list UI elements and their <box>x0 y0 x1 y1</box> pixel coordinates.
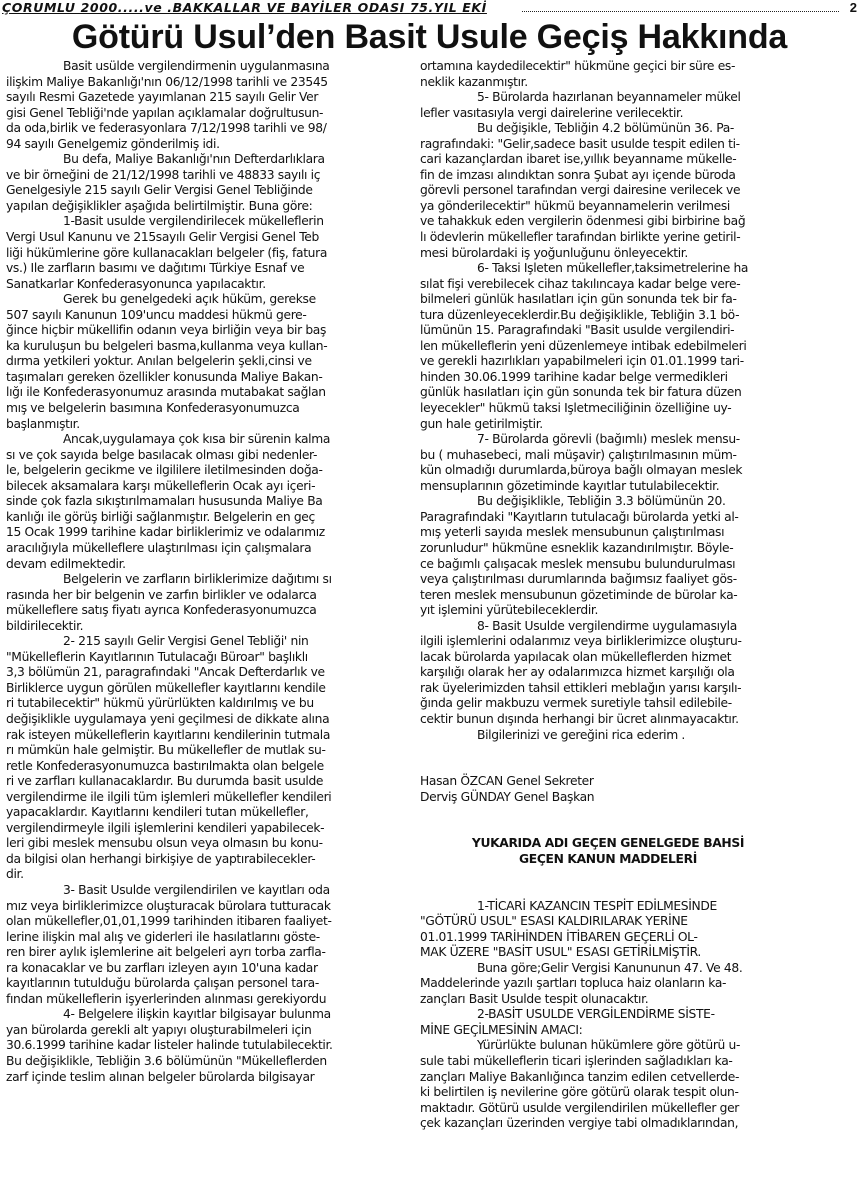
text-line: ren birer aylık işlemlerine ait belgeleri ayrı torba zarfla- <box>6 945 326 960</box>
text-line: Birliklerce uygun görülen mükellefler kayıtlarını kendile <box>6 680 326 695</box>
text-line: da oda,birlik ve federasyonlara 7/12/1998 tarihli ve 98/ <box>6 121 327 136</box>
right-column <box>420 59 796 1132</box>
text-line: lığı ile Konfederasyonumuz arasında mutabakat sağlan <box>6 385 326 400</box>
text-line: ya gönderilecektir" hükmü beyannamelerin verilmesi <box>420 198 730 213</box>
text-line: 507 sayılı Kanunun 109'uncu maddesi hükmü gere- <box>6 307 307 322</box>
text-line: MİNE GEÇİLMESİNİN AMACI: <box>420 1022 583 1037</box>
text-line: mensuplarının gözetiminde kayıtlar tutulabilecektir. <box>420 478 720 493</box>
text-line: sayılı Resmi Gazetede yayımlanan 215 sayılı Gelir Ver <box>6 90 319 105</box>
text-line: olan mükellefler,01,01,1999 tarihinden itibaren faaliyet- <box>6 914 332 929</box>
text-line: Basit usülde vergilendirmenin uygulanmasına <box>63 59 330 73</box>
running-header-title: ÇORUMLU 2000.....ve .BAKKALLAR VE BAYİLER ODASI 75.YIL EKİ <box>2 0 487 15</box>
text-line: ilgili işlemlerini odalarımız veya birliklerimizce oluşturu- <box>420 634 742 649</box>
text-line: ğında gelir makbuzu vermek suretiyle tahsil edilebile- <box>420 696 732 711</box>
text-line: rı mümkün hale gelmiştir. Bu mükellefler de mutlak su- <box>6 743 326 758</box>
text-line: değişiklikle uygulamaya yeni geçilmesi de dikkate alına <box>6 711 330 726</box>
text-line: devam edilmektedir. <box>6 556 126 571</box>
text-line: ve bir örneğini de 21/12/1998 tarihli ve 48833 sayılı iç <box>6 167 321 182</box>
text-line: sinde çok fazla sıkıştırılmamaları hususunda Maliye Ba <box>6 494 323 509</box>
text-line: 7- Bürolarda görevli (bağımlı) meslek mensu- <box>477 432 740 447</box>
text-line: karşılığı olarak her ay odalarımızca hizmet karşılığı ola <box>420 665 735 680</box>
text-line: lümünün 15. Paragrafındaki "Basit usulde vergilendiri- <box>420 323 735 338</box>
text-line: 30.6.1999 tarihine kadar listeler halinde tutulabilecektir. <box>6 1038 333 1053</box>
text-line: leri gibi meslek mensubu olsun veya olmasın bu konu- <box>6 836 323 851</box>
text-line: zorunludur" hükmüne esneklik kazandırılmıştır. Böyle- <box>420 540 734 555</box>
text-line: 3- Basit Usulde vergilendirilen ve kayıtları oda <box>63 882 330 897</box>
text-line: cari kazançlardan ibaret ise,yıllık beyanname mükelle- <box>420 152 737 167</box>
text-line: 01.01.1999 TARİHİNDEN İTİBAREN GEÇERLİ OL- <box>420 929 698 944</box>
text-line: mış yeterli sayıda meslek mensubunun çalıştırılması <box>420 525 725 540</box>
text-line: rak üyelerimizden tahsil ettikleri meblağın yarısı karşılı- <box>420 680 742 695</box>
text-line: Ancak,uygulamaya çok kısa bir sürenin kalma <box>63 432 331 447</box>
text-line: ortamına kaydedilecektir" hükmüne geçici bir süre es- <box>420 59 736 73</box>
text-line: rasında her bir belgenin ve zarfın birlikler ve odalarca <box>6 587 317 602</box>
header-dotted-leader <box>522 11 839 12</box>
text-line <box>420 759 796 775</box>
text-line: teren meslek mensubunun gözetiminde de bürolar ka- <box>420 587 738 602</box>
text-line: ra konacaklar ve bu zarfları izleyen ayın 10'una kadar <box>6 960 318 975</box>
text-line: 2-BASİT USULDE VERGİLENDİRME SİSTE- <box>477 1007 715 1022</box>
page-number: 2 <box>849 0 857 15</box>
text-line: 6- Taksi Işleten mükellefler,taksimetrelerine ha <box>477 261 749 276</box>
text-line: lefler vasıtasıyla vergi dairelerine verilecektir. <box>420 105 684 120</box>
text-line: vergilendirme ile ilgili tüm işlemleri mükellefler kendileri <box>6 789 332 804</box>
text-line: yapılan değişiklikler aşağıda belirtilmiştir. Buna göre: <box>6 198 313 213</box>
text-line: mesi bürolardaki iş yoğunluğunu önleyecektir. <box>420 245 688 260</box>
text-line: bilmeleri günlük hasılatları için gün sonunda tek bir fa- <box>420 292 737 307</box>
text-line: 2- 215 sayılı Gelir Vergisi Genel Tebliği' nin <box>63 634 309 649</box>
left-column <box>6 59 401 1085</box>
text-line: ri ve zarfları kullanacaklardır. Bu durumda basit usulde <box>6 774 324 789</box>
text-line: 1-TİCARİ KAZANCIN TESPİT EDİLMESİNDE <box>477 898 717 913</box>
text-line: vs.) Ile zarfların basımı ve dağıtımı Türkiye Esnaf ve <box>6 261 305 276</box>
text-line: ce bağımlı çalışacak meslek mensubu bulundurulması <box>420 556 736 571</box>
text-line: Gerek bu genelgedeki açık hüküm, gerekse <box>63 292 316 307</box>
text-line: Maddelerinde yazılı şartları topluca haiz olanların ka- <box>420 976 727 991</box>
text-line: 3,3 bölümün 21, paragrafındaki "Ancak Defterdarlık ve <box>6 665 325 680</box>
text-line: ri tutabilecektir" hükmü yürürlükten kaldırılmış ve bu <box>6 696 314 711</box>
text-line: Bu değişiklikle, Tebliğin 3.6 bölümünün "Mükelleflerden <box>6 1054 327 1068</box>
text-line <box>420 821 796 837</box>
text-line: ilişkim Maliye Bakanlığı'nın 06/12/1998 tarihli ve 23545 <box>6 74 328 89</box>
text-line: kayıtlarının tutulduğu bürolarda çalışan personel tara- <box>6 976 319 991</box>
text-line: rak isteyen mükelleflerin kayıtlarını kendilerinin tutmala <box>6 727 331 742</box>
text-line: aracılığıyla mükelleflere ulaştırılması için çalışmalara <box>6 540 312 555</box>
text-line: 4- Belgelere ilişkin kayıtlar bilgisayar bulunma <box>63 1007 331 1022</box>
text-line: 5- Bürolarda hazırlanan beyannameler mükel <box>477 90 741 105</box>
text-line: Yürürlükte bulunan hükümlere göre götürü u- <box>477 1038 741 1053</box>
text-line: görevli personel tarafından vergi dairesine verilecek ve <box>420 183 741 198</box>
text-line: 15 Ocak 1999 tarihine kadar birliklerimiz ve odalarımız <box>6 525 325 540</box>
text-line: fin de imzası alındıktan sonra Şubat ayı içende büroda <box>420 167 736 182</box>
text-line: veya çalıştırılması durumlarında bağımsız faaliyet gös- <box>420 572 737 587</box>
text-line: Bu değişiklikle, Tebliğin 3.3 bölümünün 20. <box>477 494 726 509</box>
text-line: zarf içinde teslim alınan belgeler bürolarda bilgisayar <box>6 1069 315 1084</box>
text-line: Paragrafındaki "Kayıtların tutulacağı bürolarda yetki al- <box>420 509 739 524</box>
text-line <box>420 883 796 899</box>
text-line <box>420 867 796 883</box>
text-line: vergilendirmeyle ilgili işlemlerini kendileri yapabilecek- <box>6 820 325 835</box>
text-line: zançları Maliye Bakanlığınca tanzim edilen cetvellerde- <box>420 1069 740 1084</box>
text-line: ve tahakkuk eden vergilerin ödenmesi gibi birbirine bağ <box>420 214 746 229</box>
text-line: bu ( muhasebeci, mali müşavir) çalıştırılmasının müm- <box>420 447 737 462</box>
text-line: MAK ÜZERE "BASİT USUL" ESASI GETİRİLMİŞTİR. <box>420 945 701 960</box>
text-line: maktadır. Götürü usulde vergilendirilen mükellefler ger <box>420 1100 740 1115</box>
text-line: 1-Basit usulde vergilendirilecek mükelleflerin <box>63 214 324 229</box>
text-line: len mükelleflerin yeni düzenlemeye intibak edebilmeleri <box>420 338 747 353</box>
text-line: GEÇEN KANUN MADDELERİ <box>519 851 697 866</box>
text-line: kün olmadığı durumlarda,büroya bağlı olmayan meslek <box>420 463 743 478</box>
text-line: kanlığı ile görüş birliği sağlanmıştır. Belgelerin en geç <box>6 509 315 524</box>
text-line: Buna göre;Gelir Vergisi Kanununun 47. Ve 48. <box>477 960 743 975</box>
text-line: ğince hiçbir mükellifin odanın veya birliğin veya bir baş <box>6 323 327 338</box>
text-line: dırma yetkileri yoktur. Anılan belgelerin şekli,cinsi ve <box>6 354 312 369</box>
text-line: taşımaları gereken özellikler konusunda Maliye Bakan- <box>6 369 323 384</box>
text-line <box>420 805 796 821</box>
text-line: ve gerekli hazırlıkları yapabilmeleri için 01.01.1999 tari- <box>420 354 744 369</box>
text-line: Vergi Usul Kanunu ve 215sayılı Gelir Vergisi Genel Teb <box>6 230 319 245</box>
text-line: tura düzenleyeceklerdir.Bu değişiklikle, Tebliğin 3.1 bö- <box>420 307 740 322</box>
text-line: neklik kazanmıştır. <box>420 74 528 89</box>
text-line: 8- Basit Usulde vergilendirme uygulamasıyla <box>477 618 737 633</box>
text-line: cektir bunun dışında herhangi bir ücret alınmayacaktır. <box>420 711 739 726</box>
text-line: zançları Basit Usulde tespit olunacaktır. <box>420 991 649 1006</box>
text-line: Derviş GÜNDAY Genel Başkan <box>420 789 595 804</box>
text-line: da bilgisi olan herhangi birkişiye de yaptırabilecekler- <box>6 851 316 866</box>
text-line: yan bürolarda gerekli alt yapıyı oluşturabilmeleri için <box>6 1022 312 1037</box>
text-line: Bu değişikle, Tebliğin 4.2 bölümünün 36. Pa- <box>477 121 734 136</box>
text-line: dir. <box>6 867 24 882</box>
text-line: mış ve belgelerin basımına Konfederasyonumuzca <box>6 401 300 416</box>
text-line: günlük hasılatları için gün sonunda tek bir fatura düzen <box>420 385 742 400</box>
text-line: ka kuruluşun bu belgeleri basma,kullanma veya kullan- <box>6 338 328 353</box>
text-line <box>420 743 796 759</box>
text-line: bilecek aksamalara karşı mükelleflerin Ocak ayı içeri- <box>6 478 316 493</box>
text-line: ki belirtilen iş nevilerine göre götürü olarak tespit olun- <box>420 1085 739 1100</box>
text-line: bildirilecektir. <box>6 618 84 633</box>
text-line: mız veya birliklerimizce oluşturacak bürolara tutturacak <box>6 898 331 913</box>
text-line: "Mükelleflerin Kayıtlarının Tutulacağı Büroar" başlıklı <box>6 649 308 664</box>
text-line: lacak bürolarda yapılacak olan mükelleflerden hizmet <box>420 649 732 664</box>
text-line: başlanmıştır. <box>6 416 80 431</box>
text-line: fından mükelleflerin işyerlerinden alınması gerekiyordu <box>6 991 327 1006</box>
text-line: mükelleflere satış fiyatı ayrıca Konfederasyonumuzca <box>6 603 317 618</box>
text-line: Genelgesiyle 215 sayılı Gelir Vergisi Genel Tebliğinde <box>6 183 313 198</box>
text-line: liği hükümlerine göre kullanacakları belgeler (fiş, fatura <box>6 245 328 260</box>
text-line: hinden 30.06.1999 tarihine kadar belge vermedikleri <box>420 369 728 384</box>
text-line: le, belgelerin gecikme ve ilgililere iletilmesinden doğa- <box>6 463 323 478</box>
text-line: Bilgilerinizi ve gereğini rica ederim . <box>477 727 685 742</box>
text-line: Hasan ÖZCAN Genel Sekreter <box>420 774 594 789</box>
text-line: yapacaklardır. Kayıtlarını kendileri tutan mükellefler, <box>6 805 309 820</box>
text-line: "GÖTÜRÜ USUL" ESASI KALDIRILARAK YERİNE <box>420 914 688 929</box>
text-line: sılat fişi verebilecek cihaz takılıncaya kadar belge vere- <box>420 276 741 291</box>
text-line: lerine ilişkin mal alış ve giderleri ile hasılatlarını göste- <box>6 929 320 944</box>
text-line: yıt işlemini yürütebileceklerdir. <box>420 603 599 618</box>
text-line: ragrafındaki: "Gelir,sadece basit usulde tespit edilen ti- <box>420 136 740 151</box>
text-line: sule tabi mükelleflerin ticari işlerinden sağladıkları ka- <box>420 1054 733 1068</box>
text-line: YUKARIDA ADI GEÇEN GENELGEDE BAHSİ <box>471 836 745 851</box>
text-line: lı ödevlerin mükellefler tarafından birlikte yerine getiril- <box>420 230 741 245</box>
text-line: gisi Genel Tebliği'nde yapılan açıklamalar doğrultusun- <box>6 105 324 120</box>
text-line: retle Konfederasyonumuzca bastırılmakta olan belgele <box>6 758 324 773</box>
text-line: Bu defa, Maliye Bakanlığı'nın Defterdarlıklara <box>63 152 325 167</box>
text-line: leyecekler" hükmü taksi Işletmeciliğinin özelliğine uy- <box>420 401 732 416</box>
text-line: sı ve çok sayıda belge basılacak olması gibi nedenler- <box>6 447 318 462</box>
text-line: çek kazançları üzerinden vergiye tabi olmadıklarından, <box>420 1116 739 1131</box>
article-headline: Götürü Usul’den Basit Usule Geçiş Hakkında <box>71 18 788 56</box>
text-line: Sanatkarlar Konfederasyonunca yapılacaktır. <box>6 276 266 291</box>
text-line: Belgelerin ve zarfların birliklerimize dağıtımı sı <box>63 572 332 587</box>
text-line: 94 sayılı Genelgemiz gönderilmiş idi. <box>6 136 220 151</box>
text-line: gun hale getirilmiştir. <box>420 416 543 431</box>
